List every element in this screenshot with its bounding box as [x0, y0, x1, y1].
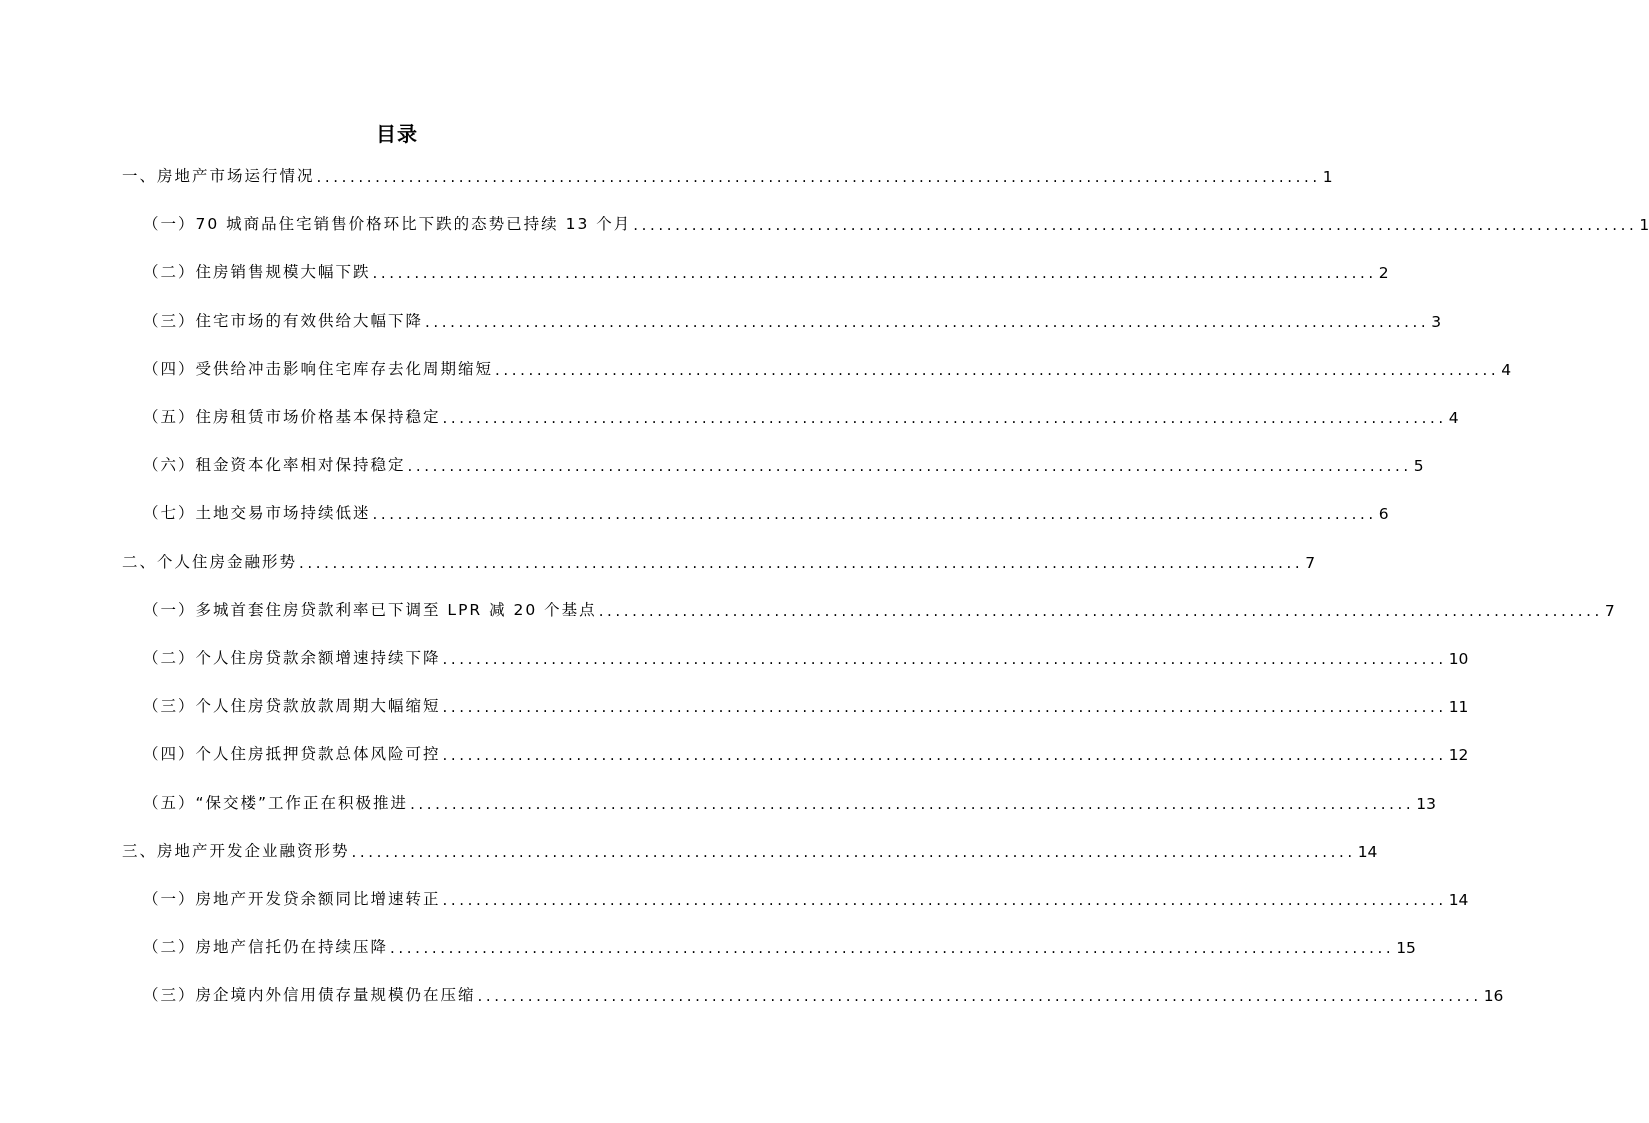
toc-entry[interactable] — [143, 447, 1424, 476]
toc-dot-leader: ........................................................................................................................ — [442, 746, 1447, 765]
toc-entry[interactable] — [143, 977, 1504, 1006]
toc-page-number: 16 — [1483, 987, 1504, 1006]
toc-page-number: 3 — [1431, 312, 1442, 331]
toc-entry-title: （四）受供给冲击影响住宅库存去化周期缩短 — [143, 359, 494, 378]
toc-entry-title: （一）多城首套住房贷款利率已下调至 LPR 减 20 个基点 — [143, 600, 597, 619]
toc-entry[interactable] — [143, 495, 1389, 524]
toc-dot-leader: ........................................................................................................................ — [372, 505, 1377, 524]
toc-dot-leader: ........................................................................................................................ — [495, 360, 1500, 379]
toc-entry-title: （三）个人住房贷款放款周期大幅缩短 — [143, 697, 441, 716]
page-title: 目录 — [376, 122, 418, 146]
toc-page-number: 11 — [1448, 698, 1469, 717]
toc-dot-leader: ........................................................................................................................ — [407, 457, 1412, 476]
toc-entry-title: （七）土地交易市场持续低迷 — [143, 504, 371, 523]
toc-dot-leader: ........................................................................................................................ — [442, 409, 1447, 427]
toc-entry[interactable] — [143, 736, 1469, 765]
toc-entry[interactable] — [122, 158, 1333, 186]
toc-dot-leader: ........................................................................................................................ — [598, 601, 1603, 620]
toc-dot-leader: ........................................................................................................................ — [442, 650, 1447, 668]
toc-entry[interactable] — [143, 785, 1436, 813]
toc-entry-title: 二、个人住房金融形势 — [122, 552, 298, 571]
toc-page-number: 15 — [1396, 939, 1416, 958]
toc-page-number: 5 — [1413, 457, 1424, 476]
toc-entry[interactable] — [143, 351, 1512, 379]
toc-entry-title: （六）租金资本化率相对保持稳定 — [143, 456, 406, 475]
toc-dot-leader: ........................................................................................................................ — [477, 987, 1482, 1006]
toc-page-number: 1 — [1322, 168, 1333, 186]
toc-dot-leader: ........................................................................................................................ — [390, 939, 1395, 958]
toc-dot-leader: ........................................................................................................................ — [633, 216, 1638, 235]
toc-page-number: 4 — [1501, 360, 1512, 379]
toc-page-number: 6 — [1378, 505, 1389, 524]
toc-entry[interactable] — [122, 833, 1378, 861]
toc-dot-leader: ........................................................................................................................ — [351, 842, 1356, 861]
toc-dot-leader: ........................................................................................................................ — [442, 891, 1447, 909]
toc-entry-title: （五）“保交楼”工作正在积极推进 — [143, 793, 409, 812]
toc-entry-title: （三）房企境内外信用债存量规模仍在压缩 — [143, 986, 476, 1005]
toc-page-number: 12 — [1448, 746, 1469, 765]
toc-page-number: 1 — [1639, 216, 1649, 235]
toc-dot-leader: ........................................................................................................................ — [425, 312, 1430, 331]
toc-dot-leader: ........................................................................................................................ — [299, 553, 1304, 572]
toc-entry-title: （一）70 城商品住宅销售价格环比下跌的态势已持续 13 个月 — [143, 215, 632, 234]
toc-page-number: 7 — [1604, 601, 1615, 620]
toc-entry-title: （四）个人住房抵押贷款总体风险可控 — [143, 745, 441, 764]
toc-entry-title: （二）房地产信托仍在持续压降 — [143, 938, 389, 957]
toc-entry[interactable] — [143, 206, 1649, 235]
toc-entry[interactable] — [143, 640, 1469, 668]
toc-entry[interactable] — [143, 881, 1469, 909]
toc-entry[interactable] — [143, 688, 1469, 717]
toc-page-number: 10 — [1448, 650, 1469, 668]
toc-entry[interactable] — [143, 592, 1615, 620]
toc-entry-title: （三）住宅市场的有效供给大幅下降 — [143, 311, 424, 330]
toc-entry-title: 一、房地产市场运行情况 — [122, 167, 315, 185]
toc-entry[interactable] — [143, 399, 1459, 427]
toc-entry[interactable] — [143, 254, 1389, 283]
toc-entry-title: （二）住房销售规模大幅下跌 — [143, 263, 371, 282]
toc-page-number: 14 — [1357, 842, 1378, 861]
toc-entry[interactable] — [122, 544, 1316, 572]
toc-entry-title: （二）个人住房贷款余额增速持续下降 — [143, 649, 441, 667]
toc-entry-title: 三、房地产开发企业融资形势 — [122, 841, 350, 860]
toc-page-number: 13 — [1416, 794, 1436, 813]
toc-page-number: 2 — [1378, 264, 1389, 283]
toc-dot-leader: ........................................................................................................................ — [442, 698, 1447, 717]
toc-page-number: 4 — [1448, 409, 1459, 427]
toc-page-number: 7 — [1305, 553, 1316, 572]
toc-entry[interactable] — [143, 303, 1442, 331]
toc-entry[interactable] — [143, 929, 1416, 958]
toc-entry-title: （一）房地产开发贷余额同比增速转正 — [143, 890, 441, 908]
toc-dot-leader: ........................................................................................................................ — [372, 264, 1377, 283]
toc-page-number: 14 — [1448, 891, 1469, 909]
toc-dot-leader: ........................................................................................................................ — [316, 168, 1321, 186]
toc-dot-leader: ........................................................................................................................ — [410, 794, 1415, 813]
toc-entry-title: （五）住房租赁市场价格基本保持稳定 — [143, 408, 441, 426]
